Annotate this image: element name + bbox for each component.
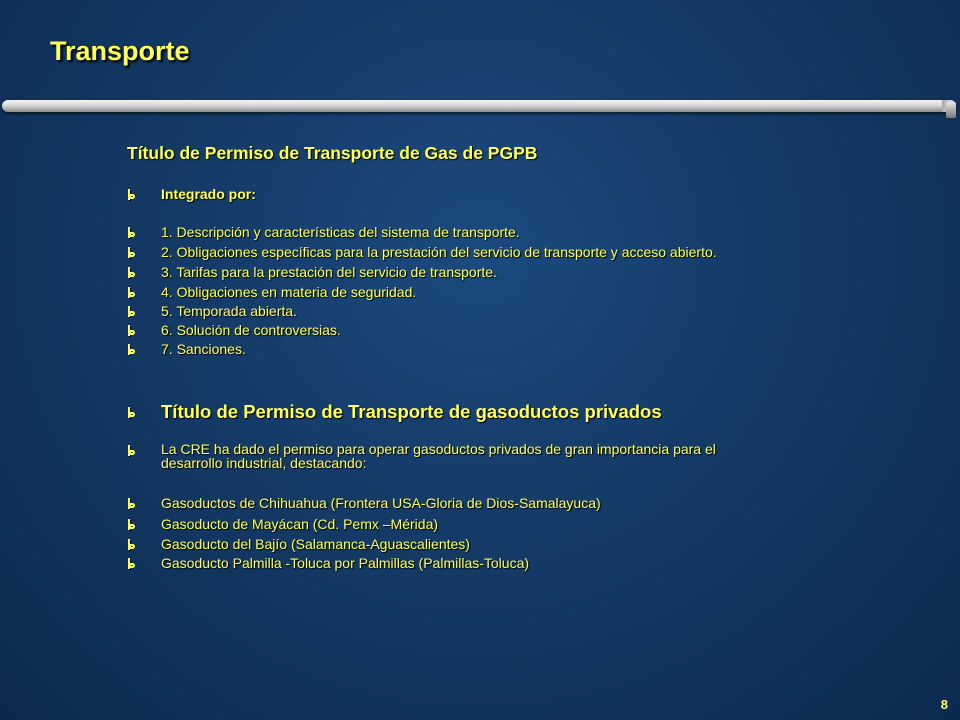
list-item — [127, 516, 438, 532]
section1-item-4: 4. Obligaciones en materia de seguridad. — [161, 284, 417, 300]
section2-item-1: Gasoductos de Chihuahua (Frontera USA-Gloria de Dios-Samalayuca) — [161, 495, 601, 511]
list-item — [127, 555, 529, 571]
section2-item-2: Gasoducto de Mayácan (Cd. Pemx –Mérida) — [161, 516, 439, 532]
slide-title: Transporte — [50, 36, 190, 66]
section1-item-7: 7. Sanciones. — [161, 341, 246, 357]
section1-item-3: 3. Tarifas para la prestación del servicio de transporte. — [161, 264, 497, 280]
bullet-icon — [127, 344, 137, 356]
bullet-icon — [127, 498, 137, 510]
section2-paragraph-row — [127, 442, 801, 470]
bullet-icon — [127, 267, 137, 279]
bullet-icon — [127, 407, 137, 419]
bullet-icon — [127, 445, 137, 457]
section2-paragraph-line2: desarrollo industrial, destacando: — [161, 455, 367, 471]
section2-item-3: Gasoducto del Bajío (Salamanca-Aguascalientes) — [161, 536, 470, 552]
section2-paragraph-line1: La CRE ha dado el permiso para operar gasoductos privados de gran importancia para el — [161, 441, 716, 457]
list-item — [127, 322, 341, 338]
section1-intro: Integrado por: — [161, 186, 256, 202]
list-item — [127, 284, 416, 300]
list-item — [127, 341, 246, 357]
list-item — [127, 224, 520, 240]
section1-heading: Título de Permiso de Transporte de Gas de PGPB — [127, 143, 538, 163]
bullet-icon — [127, 325, 137, 337]
section2-heading: Título de Permiso de Transporte de gasoductos privados — [161, 401, 662, 422]
section1-intro-row — [127, 186, 256, 202]
bullet-icon — [127, 247, 137, 259]
bullet-icon — [127, 539, 137, 551]
bullet-icon — [127, 519, 137, 531]
list-item — [127, 244, 717, 260]
list-item — [127, 536, 470, 552]
bullet-icon — [127, 189, 137, 201]
section2-item-4: Gasoducto Palmilla -Toluca por Palmillas (Palmillas-Toluca) — [161, 555, 530, 571]
bullet-icon — [127, 558, 137, 570]
section2-heading-row — [127, 401, 662, 423]
bullet-icon — [127, 287, 137, 299]
list-item — [127, 264, 497, 280]
bullet-icon — [127, 227, 137, 239]
section1-item-5: 5. Temporada abierta. — [161, 303, 297, 319]
section2-paragraph — [161, 442, 801, 470]
page-number: 8 — [940, 697, 948, 712]
section1-item-1: 1. Descripción y características del sistema de transporte. — [161, 224, 520, 240]
list-item — [127, 303, 297, 319]
section1-item-2: 2. Obligaciones específicas para la prestación del servicio de transporte y acceso abierto. — [161, 244, 717, 260]
bullet-icon — [127, 306, 137, 318]
section1-item-6: 6. Solución de controversias. — [161, 322, 341, 338]
list-item — [127, 495, 601, 511]
